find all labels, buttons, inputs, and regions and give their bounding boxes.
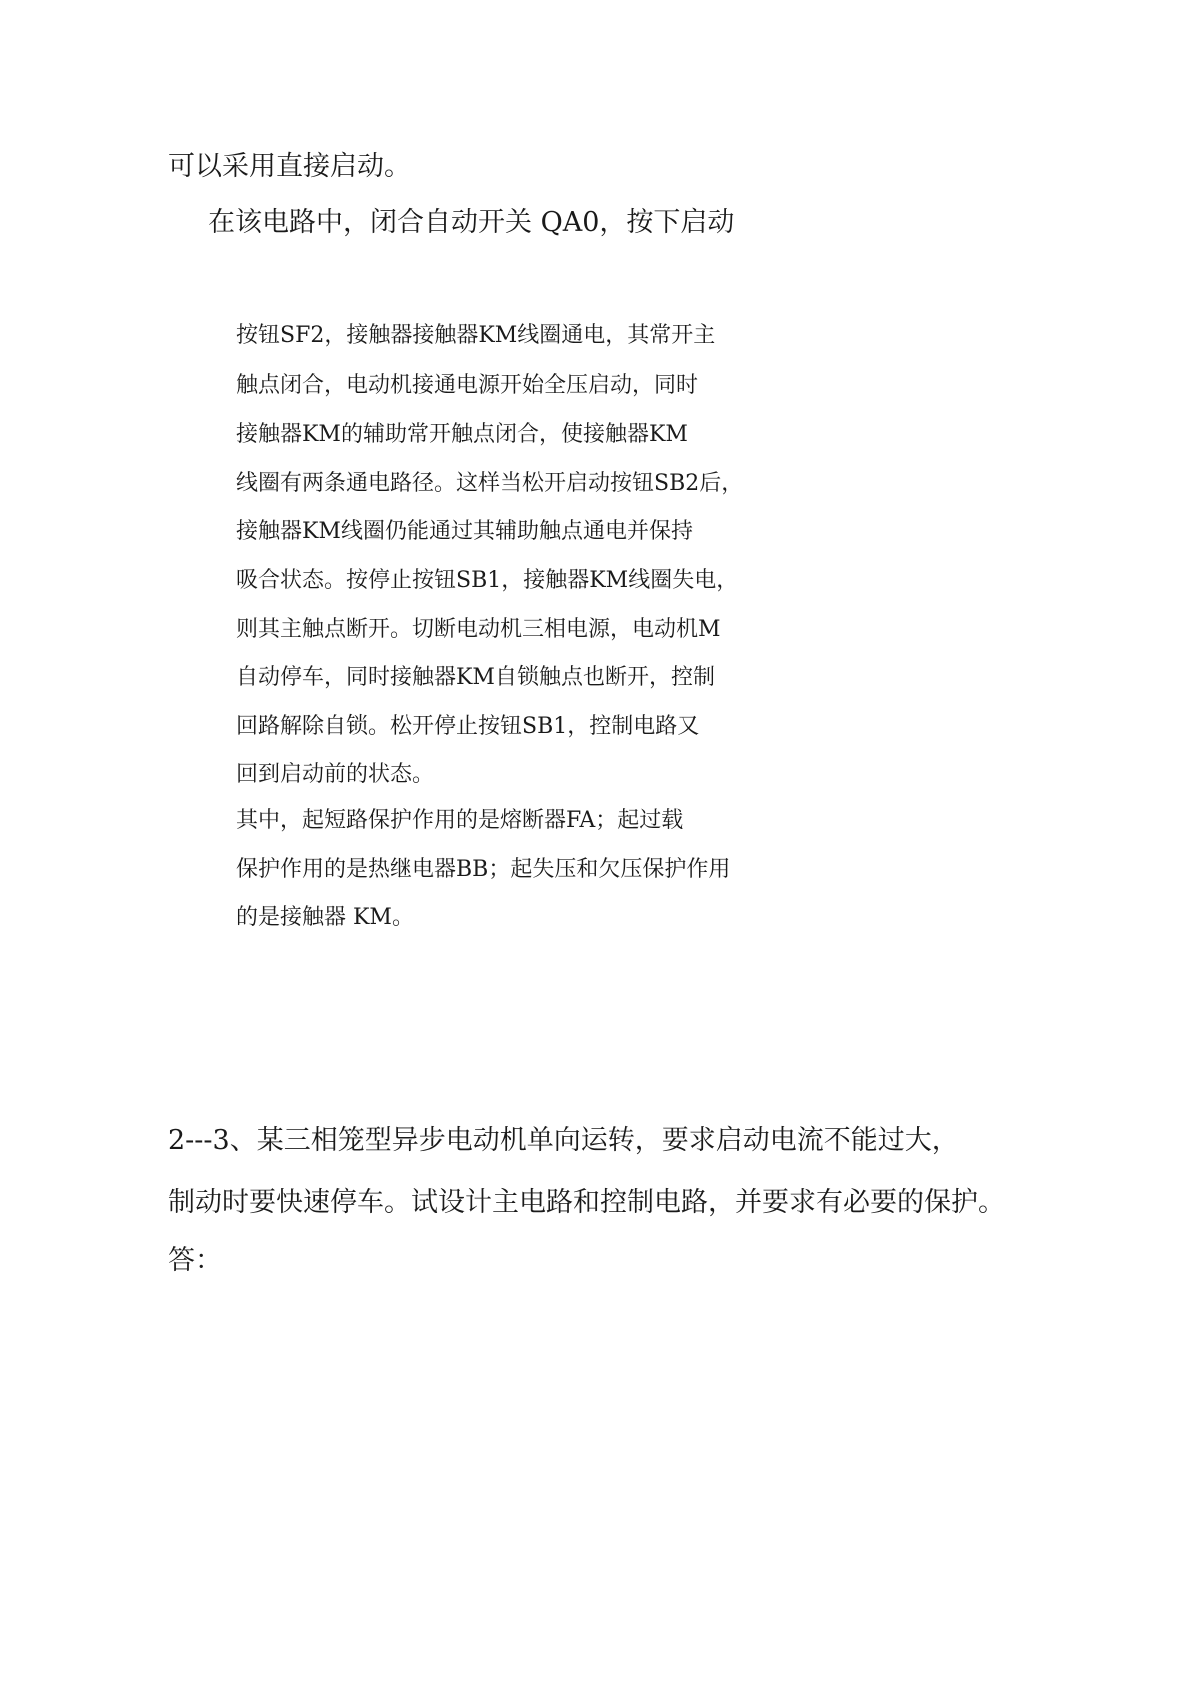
explanation-line: 则其主触点断开。切断电动机三相电源，电动机M: [236, 617, 721, 642]
explanation-line: 自动停车，同时接触器KM自锁触点也断开，控制: [236, 665, 715, 690]
explanation-line: 吸合状态。按停止按钮SB1，接触器KM线圈失电，: [236, 568, 739, 593]
explanation-line: 的是接触器 KM。: [236, 905, 414, 930]
explanation-line: 回路解除自锁。松开停止按钮SB1，控制电路又: [236, 714, 700, 739]
explanation-line: 保护作用的是热继电器BB；起失压和欠压保护作用: [236, 857, 731, 882]
explanation-line: 回到启动前的状态。: [236, 762, 435, 787]
explanation-line: 接触器KM的辅助常开触点闭合，使接触器KM: [236, 422, 688, 447]
explanation-line: 触点闭合，电动机接通电源开始全压启动，同时: [236, 373, 699, 398]
question-line-1: 2---3、某三相笼型异步电动机单向运转，要求启动电流不能过大，: [168, 1125, 959, 1156]
explanation-line: 线圈有两条通电路径。这样当松开启动按钮SB2后，: [236, 471, 744, 496]
answer-label: 答：: [168, 1245, 222, 1276]
explanation-line: 其中，起短路保护作用的是熔断器FA；起过载: [236, 808, 684, 833]
question-line-2: 制动时要快速停车。试设计主电路和控制电路，并要求有必要的保护。: [168, 1187, 1005, 1218]
intro-line-1: 可以采用直接启动。: [168, 151, 411, 182]
intro-line-2: 在该电路中，闭合自动开关 QA0，按下启动: [208, 207, 735, 238]
explanation-line: 按钮SF2，接触器接触器KM线圈通电，其常开主: [236, 323, 716, 348]
explanation-line: 接触器KM线圈仍能通过其辅助触点通电并保持: [236, 519, 693, 544]
